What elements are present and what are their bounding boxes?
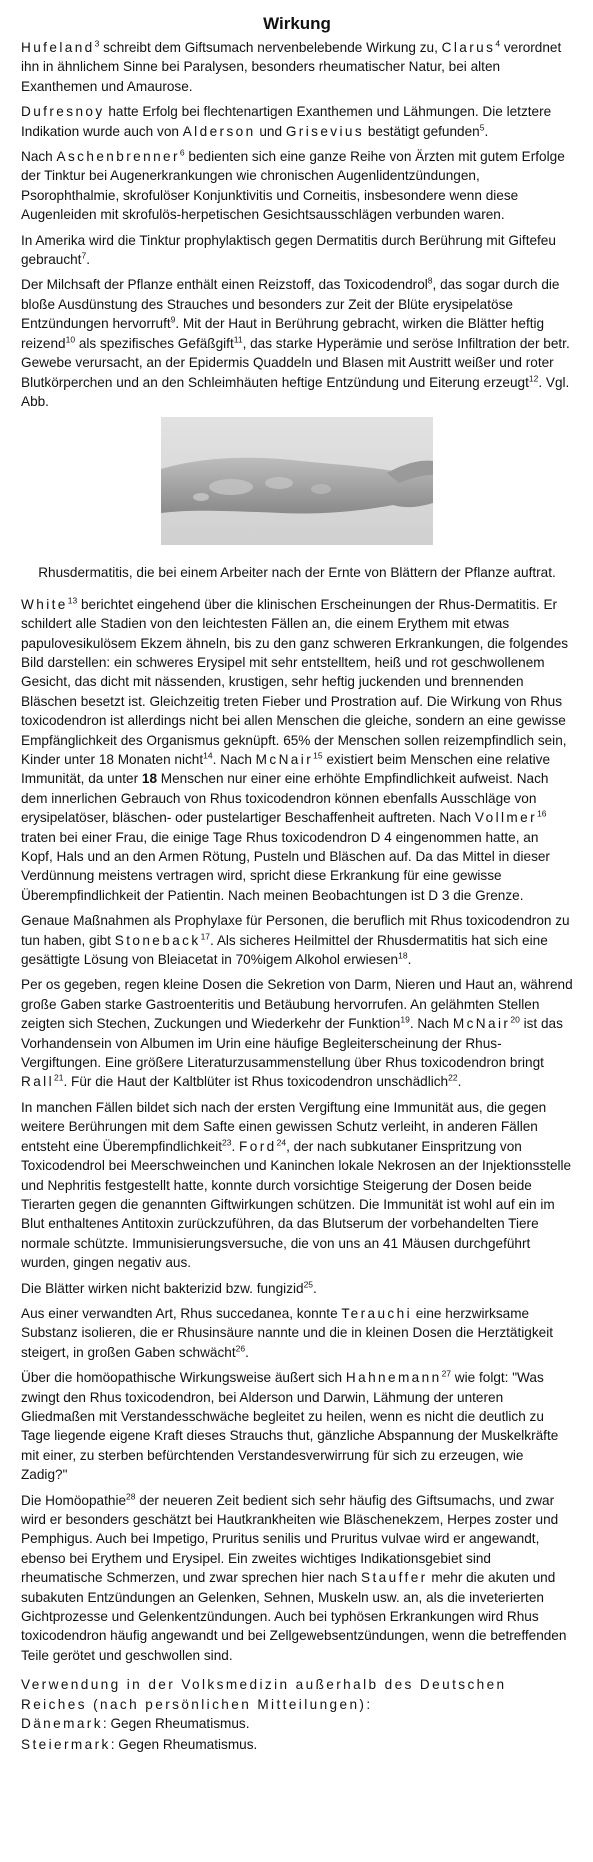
section-title: Wirkung bbox=[263, 14, 331, 33]
text-run: . bbox=[484, 123, 489, 139]
folk-text: : Gegen Rheumatismus. bbox=[110, 1737, 258, 1753]
footnote-ref: 27 bbox=[441, 1368, 452, 1379]
text-run: Über die homöopathische Wirkungsweise äußert sich bbox=[21, 1370, 346, 1386]
footnote-ref: 16 bbox=[537, 808, 547, 819]
folk-text: : Gegen Rheumatismus. bbox=[102, 1716, 250, 1732]
author-name: Vollmer bbox=[474, 810, 538, 826]
footnote-ref: 4 bbox=[495, 38, 501, 49]
text-run: In Amerika wird die Tinktur prophylaktisch gegen Dermatitis durch Berührung mit Giftefeu gebraucht bbox=[21, 232, 556, 268]
text-run: , das sogar durch die bloße Ausdünstung des Strauches und besonders zur Zeit der Blüte erysipelatöse Entzündungen hervorruft bbox=[21, 277, 560, 332]
author-name: Aschenbrenner bbox=[56, 149, 180, 165]
text-run: verordnet ihn in ähnlichem Sinne bei Paralysen, besonders rheumatischer Natur, bei alten Exanthemen und Amaurose. bbox=[21, 40, 562, 94]
folk-region: Steiermark bbox=[21, 1737, 111, 1753]
footnote-ref: 25 bbox=[303, 1279, 314, 1289]
author-name: Terauchi bbox=[341, 1305, 412, 1321]
main-paragraph bbox=[21, 595, 573, 906]
main-paragraph bbox=[21, 1304, 573, 1362]
text-run: bedienten sich eine ganze Reihe von Ärzten mit gutem Erfolge der Tinktur bei Augenerkrankungen wie chronischen Augenlidentzündungen, Psorophthalmie, skrofulöser Konjunktivitis und Corneitis, insbesondere wenn diese Augenleiden mit skrofulös-herpetischen Gesichtsausschlägen verbunden waren. bbox=[21, 149, 565, 223]
author-name: Rall bbox=[21, 1074, 55, 1090]
text-run: existiert beim Menschen eine relative Immunität, da unter bbox=[21, 751, 551, 787]
author-name: Dufresnoy bbox=[21, 104, 105, 120]
text-run: In manchen Fällen bildet sich nach der ersten Vergiftung eine Immunität aus, die gegen weitere Berührungen mit dem Safte einen gewissen Schutz verleiht, in anderen Fällen entsteht eine Überempfindlichkeit bbox=[21, 1099, 547, 1154]
text-run: , der nach subkutaner Einspritzung von Toxicodendrol bei Meerschweinchen und Kaninchen lokale Nekrosen an der Injektionsstelle und Nephritis festgestellt hatte, konnte durch vorsichtige Steigerung der Dosen beide Tierarten gegen die genannten Giftwirkungen schützen. Die Immunität ist wohl auf ein im Blut enthaltenes Antitoxin zurückzuführen, da das Blutserum der vorbehandelten Tiere normale schützte. Immunisierungsversuche, die von uns an 41 Mäusen durchgeführt wurden, gingen negativ aus. bbox=[21, 1138, 572, 1271]
figure-caption: Rhusdermatitis, die bei einem Arbeiter nach der Ernte von Blättern der Pflanze auftrat. bbox=[38, 565, 556, 581]
text-run: der neueren Zeit bedient sich sehr häufig des Giftsumachs, und zwar wird er besonders geschätzt bei Hautkrankheiten wie Bläschenekzem, Herpes zoster und Pemphigus. Auch bei Impetigo, Pruritus senilis und Pruritus vulvae wird er angewandt, ebenso bei Erythem und Erysipel. Ein zweites wichtiges Indikationsgebiet sind rheumatische Schmerzen, und zwar sprechen hier nach bbox=[21, 1492, 559, 1586]
text-run: und bbox=[255, 123, 286, 139]
text-run: mehr die akuten und subakuten Entzündungen an Gelenken, Sehnen, Muskeln usw. an, als die inveterierten Gichtprozesse und Gelenkentzündungen. Auch bei typhösen Erkrankungen wird Rhus toxicodendron häufig angewandt und bei Zellgewebsentzündungen, wenn die betreffenden Teile gerötet und geschwollen sind. bbox=[21, 1570, 567, 1663]
footnote-ref: 21 bbox=[54, 1072, 64, 1083]
text-run: traten bei einer Frau, die einige Tage Rhus toxicodendron D 4 eingenommen hatte, an Kopf, Hals und an den Armen Rötung, Pusteln und Bläschen auf. Da das Mittel in dieser Verdünnung meistens vertragen wird, spricht diese Erkrankung für eine gewisse Überempfindlichkeit der Patientin. Nach meinen Beobachtungen ist D 3 die Grenze. bbox=[21, 829, 550, 903]
author-name: White bbox=[21, 596, 68, 612]
author-name: Stauffer bbox=[361, 1570, 428, 1586]
footnote-ref: 23 bbox=[222, 1137, 232, 1148]
text-run: . Als sicheres Heilmittel der Rhusdermatitis hat sich eine gesättigte Lösung von Bleiacetat in 70%igem Alkohol erwiesen bbox=[21, 932, 548, 968]
text-run: als spezifisches Gefäßgift bbox=[75, 335, 234, 351]
main-paragraph bbox=[21, 1491, 573, 1666]
text-run: Nach bbox=[21, 149, 57, 165]
footnote-ref: 20 bbox=[510, 1014, 520, 1025]
intro-paragraph bbox=[21, 275, 573, 411]
footnote-ref: 3 bbox=[94, 38, 100, 49]
author-name: McNair bbox=[255, 751, 314, 767]
footnote-ref: 7 bbox=[81, 250, 87, 261]
intro-paragraph bbox=[21, 38, 573, 96]
footnote-ref: 5 bbox=[479, 122, 485, 133]
footnote-ref: 19 bbox=[400, 1014, 410, 1025]
text-run: . Mit der Haut in Berührung gebracht, wirken die Blätter heftig reizend bbox=[21, 316, 545, 351]
text-run: Der Milchsaft der Pflanze enthält einen Reizstoff, das Toxicodendrol bbox=[21, 277, 428, 293]
text-run: . Nach bbox=[409, 1016, 453, 1032]
text-run: . bbox=[313, 1280, 317, 1296]
text-run: . bbox=[86, 252, 90, 268]
text-run: Aus einer verwandten Art, Rhus succedanea, konnte bbox=[21, 1305, 342, 1321]
text-run: . bbox=[407, 952, 412, 968]
main-paragraph bbox=[21, 1368, 573, 1484]
footnote-ref: 28 bbox=[126, 1491, 136, 1502]
text-run: hatte Erfolg bei flechtenartigen Exanthemen und Lähmungen. Die letztere Indikation wurde auch von bbox=[21, 104, 552, 139]
text-run: . bbox=[457, 1074, 462, 1090]
text-block-main bbox=[21, 595, 573, 1666]
main-paragraph bbox=[21, 1098, 573, 1273]
text-run: . Vgl. Abb. bbox=[21, 374, 570, 409]
folk-region: Dänemark bbox=[21, 1716, 103, 1732]
text-run: Per os gegeben, regen kleine Dosen die Sekretion von Darm, Nieren und Haut an, während große Gaben starke Gastroenteritis und Betäubung hervorrufen. An gelähmten Stellen zeigten sich Stechen, Zuckungen und Wiederkehr der Funktion bbox=[21, 977, 573, 1032]
intro-paragraph bbox=[21, 147, 573, 225]
text-run: berichtet eingehend über die klinischen Erscheinungen der Rhus-Dermatitis. Er schildert alle Stadien von den leichtesten Fällen an, die einem Erythem mit etwas papulovesikulösem Ekzem ähneln, bis zu den ganz schweren Erkrankungen, die folgendes Bild darstellen: ein schweres Erysipel mit sehr entstelltem, heiß und rot geschwollenem Gesicht, das dicht mit nässenden, krustigen, sehr heftig juckenden und brennenden Bläschen besetzt ist. Gleichzeitig treten Fieber und Prostration auf. Die Wirkung von Rhus toxicodendron ist allerdings nicht bei allen Menschen die gleiche, sondern an eine gewisse Empfänglichkeit des Organismus geknüpft. 65% der Menschen sollen reizempfindlich sein, Kinder unter 18 Monaten nicht bbox=[21, 596, 569, 767]
author-name: Clarus bbox=[441, 40, 496, 55]
footnote-ref: 11 bbox=[233, 334, 243, 345]
author-name: Alderson bbox=[182, 123, 256, 139]
footnote-ref: 13 bbox=[67, 595, 78, 606]
forearm-illustration bbox=[161, 417, 433, 545]
text-run: Die Homöopathie bbox=[21, 1492, 127, 1508]
footnote-ref: 12 bbox=[528, 372, 539, 383]
footnote-ref: 8 bbox=[427, 275, 433, 286]
text-run: bestätigt gefunden bbox=[364, 123, 480, 139]
main-paragraph bbox=[21, 1279, 573, 1298]
intro-paragraph bbox=[21, 102, 573, 141]
text-run: . Nach bbox=[212, 751, 256, 767]
text-run: Genaue Maßnahmen als Prophylaxe für Personen, die beruflich mit Rhus toxicodendron zu tun haben, gibt bbox=[21, 913, 570, 948]
author-name: Hahnemann bbox=[345, 1370, 442, 1386]
text-run: . bbox=[231, 1138, 240, 1154]
footnote-ref: 9 bbox=[170, 314, 176, 325]
footnote-ref: 6 bbox=[179, 147, 185, 158]
footnote-ref: 22 bbox=[448, 1072, 458, 1083]
folk-item-denmark bbox=[21, 1714, 573, 1733]
text-run: Menschen nur einer eine erhöhte Empfindlichkeit aufweist. Nach dem innerlichen Gebrauch von Rhus toxicodendron können ebenfalls Ausschläge von erysipelatöser, bläschen- oder pustelartiger Beschaffenheit auftreten. Nach bbox=[21, 771, 549, 826]
main-paragraph bbox=[21, 975, 573, 1091]
intro-paragraph bbox=[21, 231, 573, 270]
text-run: eine herzwirksame Substanz isolieren, die er Rhusinsäure nannte und die in kleinen Dosen die Herztätigkeit steigert, in großen Gaben schwächt bbox=[21, 1305, 553, 1360]
author-name: Grisevius bbox=[285, 123, 365, 139]
text-run: ist das Vorhandensein von Albumen im Urin eine häufige Begleiterscheinung der Rhus-Vergiftungen. Eine größere Literaturzusammenstellung über Rhus toxicodendron bringt bbox=[21, 1016, 563, 1071]
text-run: , das starke Hyperämie und seröse Infiltration der betr. Gewebe verursacht, an der Epidermis Quaddeln und Blasen mit Austritt weißer und roter Blutkörperchen und an den Schleimhäuten heftige Entzündung und Eiterung erzeugt bbox=[21, 335, 570, 390]
text-run: . Für die Haut der Kaltblüter ist Rhus toxicodendron unschädlich bbox=[63, 1074, 449, 1090]
figure bbox=[21, 417, 573, 582]
text-run: schreibt dem Giftsumach nervenbelebende Wirkung zu, bbox=[99, 40, 442, 55]
footnote-ref: 15 bbox=[313, 750, 323, 761]
author-name: McNair bbox=[452, 1016, 511, 1032]
text-block-intro bbox=[21, 38, 573, 411]
text-run: wie folgt: "Was zwingt den Rhus toxicodendron, bei Alderson und Darwin, Lähmung der unteren Gliedmaßen mit Verstandesschwäche begleitet zu heilen, wenn es nicht die deutlich zu Tage liegende eigene Kraft dieses Strauchs thut, gänzliche Abspannung der Muskelkräfte mit einer, zu sterben befürchtenden Verstandesverwirrung für sich zu erzeugen, wie Zadig?" bbox=[21, 1370, 559, 1483]
footnote-ref: 10 bbox=[65, 334, 76, 345]
footnote-ref: 24 bbox=[276, 1137, 287, 1148]
author-name: Stoneback bbox=[114, 932, 201, 948]
footnote-ref: 26 bbox=[235, 1343, 246, 1354]
text-run: Die Blätter wirken nicht bakterizid bzw. fungizid bbox=[21, 1280, 304, 1296]
author-name: Ford bbox=[239, 1138, 277, 1154]
text-run: . bbox=[245, 1344, 249, 1360]
footnote-ref: 14 bbox=[203, 750, 213, 761]
author-name: Hufeland bbox=[21, 40, 95, 55]
footnote-ref: 17 bbox=[200, 931, 211, 942]
main-paragraph bbox=[21, 911, 573, 969]
folk-item-styria bbox=[21, 1735, 573, 1754]
footnote-ref: 18 bbox=[398, 950, 408, 961]
bold-text: 18 bbox=[141, 771, 158, 787]
folk-medicine-heading: Verwendung in der Volksmedizin außerhalb des Deutschen Reiches (nach persönlichen Mitteilungen): bbox=[21, 1677, 507, 1712]
forearm-photo bbox=[161, 417, 433, 545]
